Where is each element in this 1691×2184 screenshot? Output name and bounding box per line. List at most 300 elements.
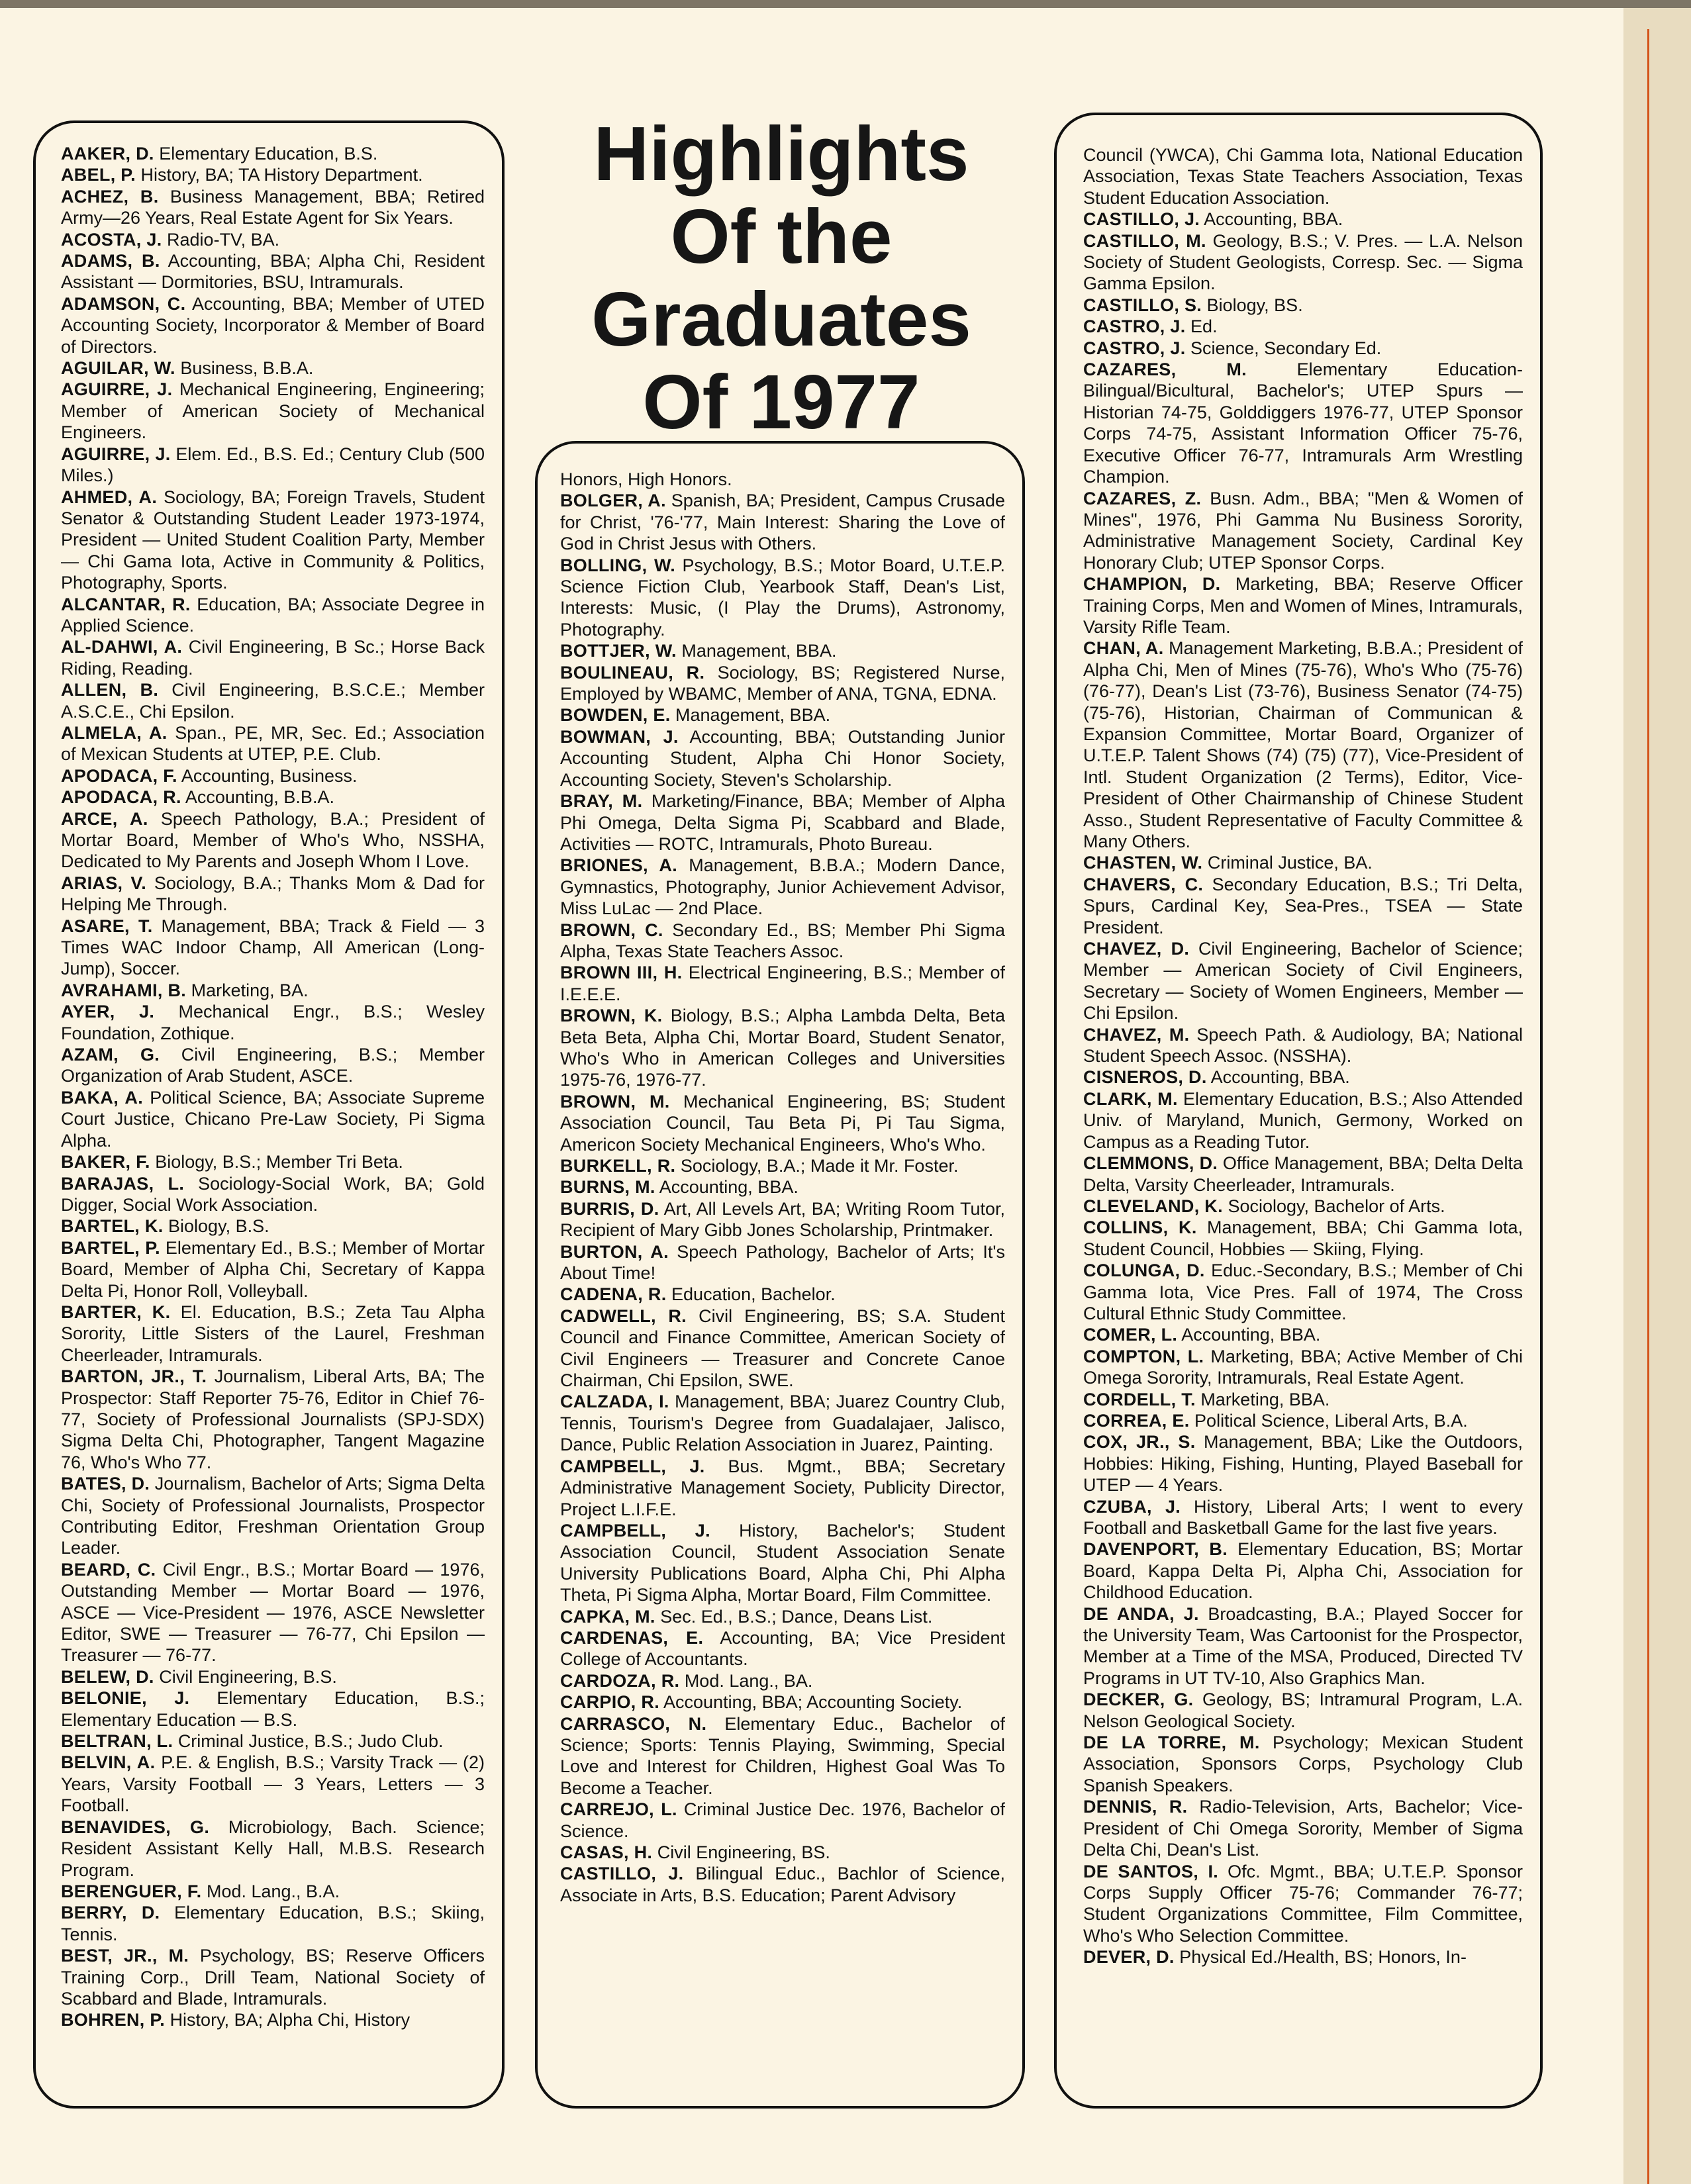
graduate-entry xyxy=(1083,1324,1523,1345)
graduate-entry xyxy=(1083,573,1523,638)
graduate-details: Sociology-Social Work, BA; Gold Digger, Social Work Association. xyxy=(61,1173,485,1215)
graduate-details: Secondary Education, B.S.; Tri Delta, Spurs, Cardinal Key, Sea-Pres., TSEA — State President. xyxy=(1083,874,1523,937)
graduate-entry xyxy=(61,594,485,637)
graduate-name: CLARK, M. xyxy=(1083,1088,1178,1109)
graduate-name: CAZARES, Z. xyxy=(1083,488,1202,508)
graduate-name: BARTEL, P. xyxy=(61,1237,160,1258)
graduate-entry xyxy=(1083,144,1523,209)
graduate-entry xyxy=(61,1302,485,1366)
graduate-entry xyxy=(560,1691,1005,1713)
graduate-details: Management, BBA; Like the Outdoors, Hobbies: Hiking, Fishing, Hunting, Played Baseball for UTEP — 4 Years. xyxy=(1083,1432,1523,1496)
graduate-entry xyxy=(1083,295,1523,316)
graduate-name: COMER, L. xyxy=(1083,1325,1178,1345)
graduate-entry xyxy=(560,1456,1005,1520)
graduate-details: Office Management, BBA; Delta Delta Delta, Varsity Cheerleader, Intramurals. xyxy=(1083,1153,1523,1195)
graduate-details: Radio-Television, Arts, Bachelor; Vice-President of Chi Omega Sorority, Member of Sigma Delta Chi, Dean's List. xyxy=(1083,1797,1523,1860)
graduate-details: History, Bachelor's; Student Association Council, Student Association Senate University Publications Board, Alpha Chi, Phi Alpha Theta, Pi Sigma Alpha, Mortar Board, Film Committee. xyxy=(560,1520,1005,1605)
graduates-column-1 xyxy=(33,120,505,2109)
graduate-details: Management, BBA. xyxy=(675,705,831,726)
graduate-entry xyxy=(61,1087,485,1151)
graduate-details: Management, B.B.A.; Modern Dance, Gymnastics, Photography, Junior Achievement Advisor, Miss LuLac — 2nd Place. xyxy=(560,855,1005,919)
graduate-entry xyxy=(1083,938,1523,1024)
graduate-entry xyxy=(1083,1496,1523,1539)
graduate-name: CASAS, H. xyxy=(560,1842,653,1862)
graduate-details: Bilingual Educ., Bachlor of Science, Associate in Arts, B.S. Education; Parent Advisory xyxy=(560,1864,1005,1905)
graduate-details: Education, BA; Associate Degree in Applied Science. xyxy=(61,594,485,636)
graduate-entry xyxy=(560,1520,1005,1606)
graduate-name: DE ANDA, J. xyxy=(1083,1603,1199,1624)
graduate-name: CAPKA, M. xyxy=(560,1606,655,1627)
graduate-name: AYER, J. xyxy=(61,1002,155,1022)
graduate-name: CHAN, A. xyxy=(1083,638,1164,659)
graduate-name: CHASTEN, W. xyxy=(1083,853,1203,873)
graduate-entry xyxy=(61,2009,485,2030)
graduate-entry xyxy=(1083,230,1523,295)
graduate-name: CHAVERS, C. xyxy=(1083,874,1204,894)
graduate-name: BURNS, M. xyxy=(560,1177,655,1198)
graduate-name: BERRY, D. xyxy=(61,1903,160,1923)
graduate-details: Geology, BS; Intramural Program, L.A. Nelson Geological Society. xyxy=(1083,1689,1523,1731)
graduate-name: APODACA, R. xyxy=(61,787,181,808)
graduate-name: CISNEROS, D. xyxy=(1083,1067,1207,1088)
graduate-name: BURTON, A. xyxy=(560,1241,669,1262)
graduate-entry xyxy=(1083,1689,1523,1732)
graduate-entry xyxy=(61,679,485,722)
graduate-details: Speech Pathology, Bachelor of Arts; It's About Time! xyxy=(560,1241,1005,1284)
graduate-entry xyxy=(1083,1603,1523,1689)
graduate-name: CASTRO, J. xyxy=(1083,316,1186,337)
graduate-details: Sociology, BA; Foreign Travels, Student Senator & Outstanding Student Leader 1973-1974, President — United Student Coalition Party, Member — Chi Gama Iota, Active in Community & Politics, Photography, Sports. xyxy=(61,487,485,593)
graduate-entry xyxy=(61,1151,485,1172)
graduate-entry xyxy=(1083,1217,1523,1260)
graduate-details: Elementary Education, B.S.; Skiing, Tennis. xyxy=(61,1903,485,1944)
graduate-entry xyxy=(1083,316,1523,337)
graduate-details: Accounting, BBA. xyxy=(659,1177,798,1198)
graduate-details: Criminal Justice, BA. xyxy=(1207,853,1373,873)
graduate-name: BELEW, D. xyxy=(61,1666,154,1687)
graduate-entry xyxy=(1083,1732,1523,1796)
graduate-entry xyxy=(61,1687,485,1731)
graduate-details: Biology, BS. xyxy=(1206,295,1303,315)
graduate-entry xyxy=(560,1306,1005,1392)
graduate-name: BARTEL, K. xyxy=(61,1216,164,1237)
graduate-entry xyxy=(1083,1153,1523,1196)
graduate-name: CORDELL, T. xyxy=(1083,1389,1196,1409)
graduate-details: Political Science, Liberal Arts, B.A. xyxy=(1194,1410,1468,1431)
graduate-entry xyxy=(61,1666,485,1687)
graduate-name: CORREA, E. xyxy=(1083,1410,1190,1431)
graduate-name: BELONIE, J. xyxy=(61,1688,190,1709)
graduate-details: Civil Engineering, B Sc.; Horse Back Riding, Reading. xyxy=(61,637,485,679)
graduate-entry xyxy=(1083,1410,1523,1431)
graduate-details: Psychology; Mexican Student Association, Sponsors Corps, Psychology Club Spanish Speakers. xyxy=(1083,1733,1523,1795)
graduate-entry xyxy=(560,1606,1005,1627)
graduate-name: DE SANTOS, I. xyxy=(1083,1861,1219,1881)
graduate-entry xyxy=(61,808,485,873)
graduate-details: Geology, B.S.; V. Pres. — L.A. Nelson Society of Student Geologists, Corresp. Sec. — Sigma Gamma Epsilon. xyxy=(1083,230,1523,294)
graduate-entry xyxy=(61,1945,485,2009)
graduate-name: COLUNGA, D. xyxy=(1083,1260,1205,1281)
graduate-details: Civil Engineering, B.S.C.E.; Member A.S.C.E., Chi Epsilon. xyxy=(61,680,485,722)
graduate-name: CARDOZA, R. xyxy=(560,1670,680,1691)
graduate-details: Elementary Ed., B.S.; Member of Mortar Board, Member of Alpha Chi, Secretary of Kappa Delta Pi, Honor Roll, Volleyball. xyxy=(61,1237,485,1301)
graduate-entry xyxy=(1083,874,1523,938)
graduate-name: BOULINEAU, R. xyxy=(560,662,705,683)
graduate-name: BELVIN, A. xyxy=(61,1752,156,1773)
graduate-details: Elementary Educ., Bachelor of Science; Sports: Tennis Playing, Swimming, Special Love and Interest for Children, Highest Goal Was To Become a Teacher. xyxy=(560,1713,1005,1798)
graduate-details: Business, B.B.A. xyxy=(180,358,314,379)
graduate-entry xyxy=(560,490,1005,554)
graduate-entry xyxy=(61,1817,485,1881)
graduate-name: BROWN, M. xyxy=(560,1091,670,1112)
graduate-entry xyxy=(560,1005,1005,1091)
graduate-entry xyxy=(560,1284,1005,1305)
graduate-entry xyxy=(61,1001,485,1044)
graduate-entry xyxy=(61,636,485,679)
graduate-name: BARAJAS, L. xyxy=(61,1173,185,1194)
title-line: Graduates xyxy=(591,276,971,362)
graduate-details: Educ.-Secondary, B.S.; Member of Chi Gamma Iota, Vice Pres. Fall of 1974, The Cross Cultural Ethnic Study Committee. xyxy=(1083,1260,1523,1323)
graduate-name: AL-DAHWI, A. xyxy=(61,637,183,657)
graduate-details: Civil Engineering, B.S. xyxy=(159,1666,337,1687)
graduate-name: BEST, JR., M. xyxy=(61,1946,189,1966)
graduate-entry xyxy=(61,1366,485,1473)
graduates-column-2 xyxy=(535,441,1025,2109)
graduate-name: BROWN, C. xyxy=(560,920,663,940)
graduate-entry xyxy=(61,1215,485,1237)
graduate-details: Accounting, Business. xyxy=(181,765,358,786)
graduate-details: Management, BBA. xyxy=(681,641,837,661)
graduate-details: Accounting, BA; Vice President College of Accountants. xyxy=(560,1627,1005,1670)
graduate-name: CHAVEZ, M. xyxy=(1083,1024,1190,1045)
graduate-name: DENNIS, R. xyxy=(1083,1797,1188,1817)
graduate-entry xyxy=(560,662,1005,705)
graduate-entry xyxy=(560,1842,1005,1863)
graduate-details: Civil Engineering, BS; S.A. Student Council and Finance Committee, American Society of Civil Engineers — Treasurer and Concrete Canoe Chairman, Chi Epsilon, SWE. xyxy=(560,1306,1005,1391)
graduate-entry xyxy=(61,250,485,293)
graduate-name: CADENA, R. xyxy=(560,1284,667,1305)
graduate-entry xyxy=(560,1627,1005,1670)
graduate-entry xyxy=(560,704,1005,726)
graduate-name: ALLEN, B. xyxy=(61,680,159,700)
graduate-entry xyxy=(560,726,1005,790)
graduate-details: Mod. Lang., BA. xyxy=(684,1670,813,1691)
graduate-details: Mechanical Engr., B.S.; Wesley Foundation, Zothique. xyxy=(61,1002,485,1043)
graduate-name: BATES, D. xyxy=(61,1474,150,1494)
graduate-entry xyxy=(61,1044,485,1087)
graduate-entry xyxy=(1083,1067,1523,1088)
graduate-name: ADAMSON, C. xyxy=(61,293,186,314)
graduate-entry xyxy=(61,1731,485,1752)
graduate-entry xyxy=(61,143,485,164)
graduate-details: Ofc. Mgmt., BBA; U.T.E.P. Sponsor Corps Supply Officer 75-76; Commander 76-77; Student Organizations Committee, Film Committee, Who's Who Selection Committee. xyxy=(1083,1861,1523,1946)
graduate-name: BENAVIDES, G. xyxy=(61,1817,210,1837)
graduate-name: BRIONES, A. xyxy=(560,855,678,876)
graduate-name: CAMPBELL, J. xyxy=(560,1520,710,1541)
title-line: Of the xyxy=(670,193,893,279)
graduate-details: Electrical Engineering, B.S.; Member of I.E.E.E. xyxy=(560,963,1005,1004)
graduate-details: Education, Bachelor. xyxy=(671,1284,836,1305)
graduate-details: Criminal Justice Dec. 1976, Bachelor of Science. xyxy=(560,1799,1005,1841)
graduate-details: Mod. Lang., B.A. xyxy=(206,1881,340,1901)
graduate-name: BOTTJER, W. xyxy=(560,641,677,661)
graduate-entry xyxy=(1083,488,1523,574)
graduate-name: BRAY, M. xyxy=(560,791,643,812)
graduate-entry xyxy=(61,786,485,808)
graduate-name: ASARE, T. xyxy=(61,916,153,936)
graduate-details: Radio-TV, BA. xyxy=(167,229,280,250)
graduate-details: Mechanical Engineering, Engineering; Member of American Society of Mechanical Engineers. xyxy=(61,379,485,443)
graduate-details: Spanish, BA; President, Campus Crusade for Christ, '76-'77, Main Interest: Sharing the Love of God in Christ Jesus with Others. xyxy=(560,491,1005,554)
graduate-name: DECKER, G. xyxy=(1083,1689,1194,1710)
graduate-entry xyxy=(560,1863,1005,1906)
graduate-details: History, Liberal Arts; I went to every Football and Basketball Game for the last five years. xyxy=(1083,1496,1523,1538)
graduate-name: AGUIRRE, J. xyxy=(61,379,173,400)
graduate-details: Council (YWCA), Chi Gamma Iota, National Education Association, Texas State Teachers Association, Texas Student Education Association. xyxy=(1083,145,1523,208)
graduate-details: Psychology, BS; Reserve Officers Training Corp., Drill Team, National Society of Scabbard and Blade, Intramurals. xyxy=(61,1946,485,2009)
graduate-name: ALMELA, A. xyxy=(61,722,168,743)
graduate-details: Art, All Levels Art, BA; Writing Room Tutor, Recipient of Mary Gibb Jones Scholarship, Printmaker. xyxy=(560,1198,1005,1241)
graduate-entry xyxy=(560,1091,1005,1155)
graduate-entry xyxy=(560,1198,1005,1241)
graduate-name: BEARD, C. xyxy=(61,1559,156,1580)
graduate-details: Elementary Education, BS; Mortar Board, Kappa Delta Pi, Alpha Chi, Association for Childhood Education. xyxy=(1083,1539,1523,1603)
graduate-name: ABEL, P. xyxy=(61,165,136,185)
graduate-details: Marketing, BBA. xyxy=(1200,1389,1330,1409)
graduate-name: CZUBA, J. xyxy=(1083,1496,1181,1517)
graduate-entry xyxy=(61,873,485,916)
graduate-details: Science, Secondary Ed. xyxy=(1190,338,1382,358)
graduate-entry xyxy=(61,1473,485,1559)
page-title xyxy=(553,113,1010,444)
graduate-details: Marketing/Finance, BBA; Member of Alpha Phi Omega, Delta Sigma Pi, Scabbard and Blade, Activities — ROTC, Intramurals, Photo Bureau. xyxy=(560,791,1005,854)
graduate-entry xyxy=(1083,852,1523,873)
graduate-list xyxy=(61,143,485,2031)
graduate-entry xyxy=(61,229,485,250)
graduate-name: AHMED, A. xyxy=(61,487,158,507)
graduate-details: Elementary Education, B.S. xyxy=(159,144,378,164)
graduate-name: DAVENPORT, B. xyxy=(1083,1539,1228,1560)
graduate-entry xyxy=(61,1173,485,1216)
graduate-name: AGUIRRE, J. xyxy=(61,444,171,464)
graduate-name: AVRAHAMI, B. xyxy=(61,980,187,1000)
graduate-details: Management Marketing, B.B.A.; President of Alpha Chi, Men of Mines (75-76), Who's Who (75-76) (76-77), Dean's List (73-76), Business Senator (74-75) (75-76), Historian, Chairman of Communican & Expansion Committee, Mortar Board, Organizer of U.T.E.P. Talent Shows (74) (75) (77), Vice-President of Intl. Student Organization (2 Terms), Editor, Vice-President of Other Chairmanship of Chinese Student Asso., Student Representative of Faculty Committee & Many Others. xyxy=(1083,638,1523,851)
graduate-name: BOHREN, P. xyxy=(61,2010,166,2030)
graduate-entry xyxy=(61,1902,485,1945)
graduate-entry xyxy=(1083,1431,1523,1496)
graduate-name: BARTON, JR., T. xyxy=(61,1366,207,1387)
graduate-details: History, BA; TA History Department. xyxy=(140,165,423,185)
graduate-details: Biology, B.S.; Alpha Lambda Delta, Beta Beta Beta, Alpha Chi, Mortar Board, Student Senator, Who's Who in American Colleges and Universities 1975-76, 1976-77. xyxy=(560,1006,1006,1090)
graduate-details: Accounting, BBA; Outstanding Junior Accounting Student, Alpha Chi Honor Society, Accounting Society, Steven's Scholarship. xyxy=(560,726,1006,790)
page-edge-line xyxy=(1647,29,1649,2184)
graduate-entry xyxy=(560,1670,1005,1691)
graduate-entry xyxy=(61,164,485,185)
graduate-name: BERENGUER, F. xyxy=(61,1881,202,1901)
title-line: Of 1977 xyxy=(642,359,920,445)
graduate-name: BOLGER, A. xyxy=(560,491,666,511)
graduate-entry xyxy=(61,1559,485,1666)
graduate-details: Busn. Adm., BBA; "Men & Women of Mines", 1976, Phi Gamma Nu Business Sorority, Administrative Management Society, Cardinal Key Honorary Club; UTEP Sponsor Corps. xyxy=(1083,488,1523,573)
graduate-name: ADAMS, B. xyxy=(61,251,160,271)
graduate-details: Marketing, BBA; Reserve Officer Training Corps, Men and Women of Mines, Intramurals, Varsity Rifle Team. xyxy=(1083,574,1523,637)
graduate-name: ACOSTA, J. xyxy=(61,229,162,250)
graduate-name: BARTER, K. xyxy=(61,1302,171,1322)
graduate-entry xyxy=(1083,1389,1523,1410)
graduate-entry xyxy=(61,765,485,786)
graduate-name: CASTILLO, J. xyxy=(560,1864,684,1884)
graduate-details: Biology, B.S.; Member Tri Beta. xyxy=(155,1152,403,1172)
graduate-entry xyxy=(560,555,1005,641)
graduate-name: BAKER, F. xyxy=(61,1152,150,1172)
graduate-entry xyxy=(61,487,485,594)
graduate-name: AGUILAR, W. xyxy=(61,358,175,379)
graduate-entry xyxy=(560,855,1005,919)
graduate-name: CALZADA, I. xyxy=(560,1392,669,1412)
graduate-details: Accounting, BBA. xyxy=(1204,209,1343,230)
graduate-name: CASTILLO, M. xyxy=(1083,230,1206,251)
graduate-details: Elementary Education, B.S.; Also Attended Univ. of Maryland, Munich, Germony, Worked on Campus as a Reading Tutor. xyxy=(1083,1088,1523,1152)
graduate-details: Political Science, BA; Associate Supreme Court Justice, Chicano Pre-Law Society, Pi Sigma Alpha. xyxy=(61,1087,485,1151)
graduate-entry xyxy=(61,357,485,379)
graduate-details: Speech Path. & Audiology, BA; National Student Speech Assoc. (NSSHA). xyxy=(1083,1024,1523,1067)
graduate-details: Biology, B.S. xyxy=(168,1216,269,1237)
graduate-details: Civil Engineering, B.S.; Member Organization of Arab Student, ASCE. xyxy=(61,1045,485,1086)
graduate-name: COLLINS, K. xyxy=(1083,1217,1197,1238)
graduate-details: Ed. xyxy=(1190,316,1218,337)
graduate-details: Civil Engr., B.S.; Mortar Board — 1976, Outstanding Member — Mortar Board — 1976, ASCE — Vice-President — 1976, ASCE Newsletter Editor, SWE — Treasurer — 76-77, Chi Epsilon — Treasurer — 76-77. xyxy=(61,1559,485,1666)
graduate-details: Management, BBA; Track & Field — 3 Times WAC Indoor Champ, All American (Long-Jump), Soccer. xyxy=(61,916,485,979)
graduate-entry xyxy=(1083,1539,1523,1603)
graduate-details: Business Management, BBA; Retired Army—26 Years, Real Estate Agent for Six Years. xyxy=(61,186,485,228)
graduate-name: COMPTON, L. xyxy=(1083,1346,1204,1366)
graduate-entry xyxy=(1083,1088,1523,1153)
graduate-list xyxy=(560,469,1005,1906)
graduate-name: BROWN, K. xyxy=(560,1006,663,1026)
page-edge xyxy=(1623,8,1691,2184)
graduate-details: Marketing, BA. xyxy=(191,980,309,1000)
graduate-entry xyxy=(560,790,1005,855)
graduate-details: Speech Pathology, B.A.; President of Mortar Board, Member of Who's Who, NSSHA, Dedicated to My Parents and Joseph Whom I Love. xyxy=(61,808,485,872)
graduate-entry xyxy=(61,722,485,765)
graduate-details: Secondary Ed., BS; Member Phi Sigma Alpha, Texas State Teachers Assoc. xyxy=(560,920,1005,961)
graduate-entry xyxy=(560,1176,1005,1198)
graduate-name: CARDENAS, E. xyxy=(560,1627,704,1648)
graduate-details: Criminal Justice, B.S.; Judo Club. xyxy=(177,1731,444,1752)
graduate-entry xyxy=(560,469,1005,490)
graduate-name: BOLLING, W. xyxy=(560,555,676,575)
graduate-entry xyxy=(560,920,1005,963)
graduate-entry xyxy=(560,1155,1005,1176)
graduate-entry xyxy=(1083,359,1523,487)
graduate-entry xyxy=(1083,1796,1523,1860)
graduate-details: Accounting, BBA; Accounting Society. xyxy=(663,1692,963,1713)
graduate-name: APODACA, F. xyxy=(61,765,177,786)
graduate-details: Microbiology, Bach. Science; Resident Assistant Kelly Hall, M.B.S. Research Program. xyxy=(61,1817,485,1880)
graduate-name: BROWN III, H. xyxy=(560,963,683,983)
graduate-name: DE LA TORRE, M. xyxy=(1083,1733,1260,1753)
graduate-details: Broadcasting, B.A.; Played Soccer for the University Team, Was Cartoonist for the Prospector, Member at a Time of the MSA, Produced, Directed TV Programs in UT TV-10, Also Graphics Man. xyxy=(1083,1603,1523,1688)
graduates-column-3 xyxy=(1054,113,1543,2109)
graduate-details: Sociology, B.A.; Made it Mr. Foster. xyxy=(680,1156,959,1176)
graduate-entry xyxy=(1083,1196,1523,1217)
graduate-name: CASTRO, J. xyxy=(1083,338,1186,358)
graduate-entry xyxy=(560,1391,1005,1455)
graduate-entry xyxy=(560,1713,1005,1799)
graduate-details: Bus. Mgmt., BBA; Secretary Administrative Management Society, Publicity Director, Project L.I.F.E. xyxy=(560,1456,1005,1519)
graduate-entry xyxy=(61,1752,485,1816)
graduate-entry xyxy=(1083,209,1523,230)
graduate-details: Marketing, BBA; Active Member of Chi Omega Sorority, Intramurals, Real Estate Agent. xyxy=(1083,1346,1523,1388)
graduate-name: CADWELL, R. xyxy=(560,1306,687,1326)
graduate-details: Sec. Ed., B.S.; Dance, Deans List. xyxy=(660,1606,933,1627)
graduate-details: Management, BBA; Chi Gamma Iota, Student Council, Hobbies — Skiing, Flying. xyxy=(1083,1217,1523,1259)
graduate-list xyxy=(1083,144,1523,1968)
graduate-entry xyxy=(560,1799,1005,1842)
title-line: Highlights xyxy=(593,111,969,197)
graduate-name: BOWDEN, E. xyxy=(560,705,671,726)
graduate-details: Physical Ed./Health, BS; Honors, In- xyxy=(1179,1947,1467,1968)
graduate-details: Management, BBA; Juarez Country Club, Tennis, Tourism's Degree from Guadalajaer, Jalisco, Dance, Public Relation Association in Juarez, Painting. xyxy=(560,1392,1005,1455)
graduate-details: El. Education, B.S.; Zeta Tau Alpha Sorority, Little Sisters of the Laurel, Freshman Cheerleader, Intramurals. xyxy=(61,1302,485,1365)
graduate-name: ARCE, A. xyxy=(61,808,148,829)
graduate-entry xyxy=(1083,338,1523,359)
graduate-entry xyxy=(61,916,485,980)
graduate-details: Journalism, Liberal Arts, BA; The Prospector: Staff Reporter 75-76, Editor in Chief 76-77, Society of Professional Journalists (SPJ-SDX) Sigma Delta Chi, Photographer, Tangent Magazine 76, Who's Who 77. xyxy=(61,1366,485,1472)
graduate-details: Journalism, Bachelor of Arts; Sigma Delta Chi, Society of Professional Journalists, Prospector Contributing Editor, Freshman Orientation Group Leader. xyxy=(61,1474,485,1558)
graduate-name: CHAVEZ, D. xyxy=(1083,939,1190,959)
graduate-name: BELTRAN, L. xyxy=(61,1731,173,1752)
graduate-entry xyxy=(61,980,485,1001)
graduate-name: CASTILLO, J. xyxy=(1083,209,1200,230)
graduate-name: AAKER, D. xyxy=(61,144,154,164)
graduate-name: BURRIS, D. xyxy=(560,1198,659,1219)
graduate-entry xyxy=(61,186,485,229)
graduate-name: CARPIO, R. xyxy=(560,1692,660,1713)
graduate-details: Accounting, BBA; Alpha Chi, Resident Assistant — Dormitories, BSU, Intramurals. xyxy=(61,251,485,293)
graduate-entry xyxy=(1083,1024,1523,1067)
graduate-entry xyxy=(560,962,1005,1005)
graduate-name: ACHEZ, B. xyxy=(61,186,159,207)
graduate-name: CHAMPION, D. xyxy=(1083,574,1221,594)
graduate-entry xyxy=(1083,638,1523,852)
graduate-details: Accounting, BBA; Member of UTED Accounting Society, Incorporator & Member of Board of Directors. xyxy=(61,293,485,357)
graduate-details: Accounting, BBA. xyxy=(1181,1325,1321,1345)
graduate-name: BURKELL, R. xyxy=(560,1156,676,1176)
graduate-name: CARRASCO, N. xyxy=(560,1713,707,1734)
graduate-entry xyxy=(1083,1260,1523,1324)
graduate-details: Civil Engineering, Bachelor of Science; Member — American Society of Civil Engineers, Secretary — Society of Women Engineers, Member — Chi Epsilon. xyxy=(1083,939,1523,1023)
graduate-name: CASTILLO, S. xyxy=(1083,295,1202,315)
graduate-name: CAMPBELL, J. xyxy=(560,1456,705,1476)
graduate-name: COX, JR., S. xyxy=(1083,1432,1196,1452)
graduate-entry xyxy=(61,379,485,443)
graduate-details: Civil Engineering, BS. xyxy=(657,1842,830,1862)
graduate-details: History, BA; Alpha Chi, History xyxy=(169,2010,411,2030)
graduate-details: Psychology, B.S.; Motor Board, U.T.E.P. Science Fiction Club, Yearbook Staff, Dean's List, Interests: Music, (I Play the Drums), Astronomy, Photography. xyxy=(560,555,1005,640)
graduate-entry xyxy=(1083,1861,1523,1947)
graduate-name: ALCANTAR, R. xyxy=(61,594,191,614)
graduate-entry xyxy=(61,293,485,357)
graduate-details: P.E. & English, B.S.; Varsity Track — (2) Years, Varsity Football — 3 Years, Letters — 3 Football. xyxy=(61,1752,485,1816)
graduate-entry xyxy=(560,640,1005,661)
graduate-name: DEVER, D. xyxy=(1083,1947,1175,1968)
graduate-entry xyxy=(560,1241,1005,1284)
graduate-name: BAKA, A. xyxy=(61,1087,144,1108)
graduate-details: Sociology, B.A.; Thanks Mom & Dad for Helping Me Through. xyxy=(61,873,485,915)
graduate-details: Elementary Education-Bilingual/Bicultural, Bachelor's; UTEP Spurs — Historian 74-75, Golddiggers 1976-77, UTEP Sponsor Corps 74-75, Assistant Information Officer 75-76, Executive Officer 76-77, Intramurals Arm Wrestling Champion. xyxy=(1083,359,1523,487)
top-border xyxy=(0,0,1691,8)
